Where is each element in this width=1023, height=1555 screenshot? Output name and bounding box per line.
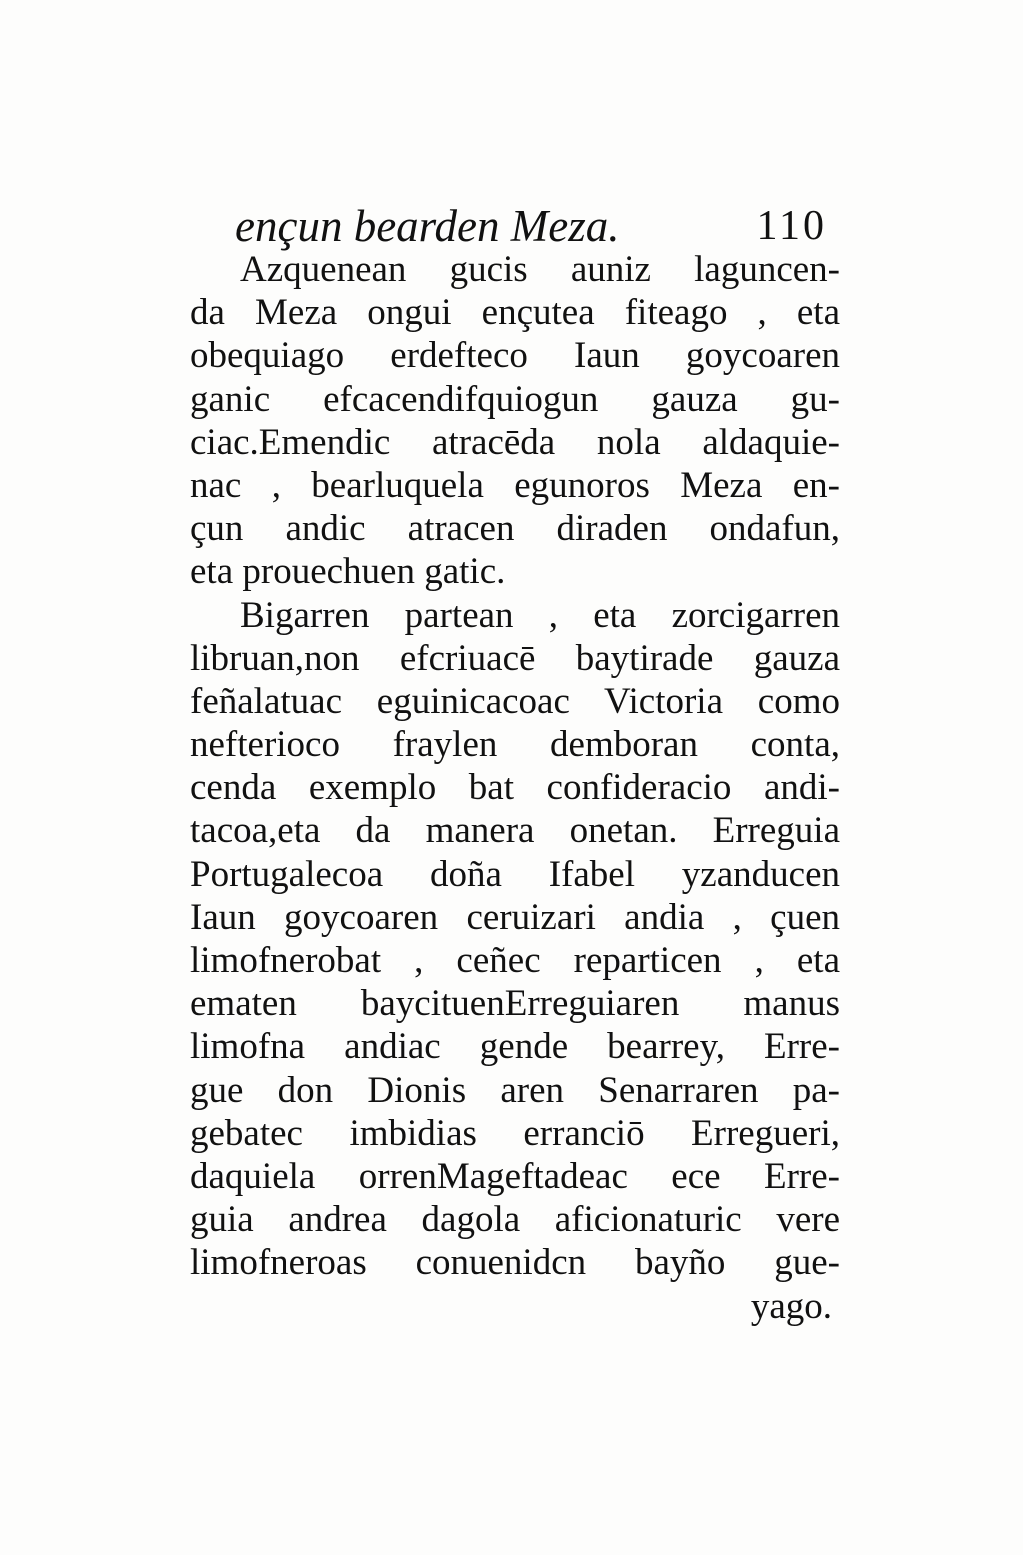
text-line: limofneroas conuenidcn bayño gue- xyxy=(190,1242,840,1284)
text-line: obequiago erdefteco Iaun goycoaren xyxy=(190,335,840,377)
body-text xyxy=(190,248,840,1328)
text-line: gebatec imbidias erranciō Erregueri, xyxy=(190,1112,840,1154)
text-line: çun andic atracen diraden ondafun, xyxy=(190,508,840,550)
text-line: daquiela orrenMageftadeac ece Erre- xyxy=(190,1155,840,1197)
text-line: limofnerobat , ceñec reparticen , eta xyxy=(190,940,840,981)
text-line: Azquenean gucis auniz laguncen- xyxy=(240,249,840,290)
text-line: da Meza ongui ençutea fiteago , eta xyxy=(190,292,840,334)
text-line: Iaun goycoaren ceruizari andia , çuen xyxy=(190,896,840,938)
text-line: guia andrea dagola aficionaturic vere xyxy=(190,1199,840,1241)
running-title: ençun bearden Meza. xyxy=(235,201,620,251)
page-header xyxy=(235,196,835,256)
text-line: eta prouechuen gatic. xyxy=(190,551,506,593)
text-line: limofna andiac gende bearrey, Erre- xyxy=(190,1026,840,1068)
page-number: 110 xyxy=(756,203,827,249)
text-line: nefterioco fraylen demboran conta, xyxy=(190,724,840,766)
text-line: yago. xyxy=(750,1285,832,1327)
text-line: ematen baycituenErreguiaren manus xyxy=(190,983,840,1025)
text-line: Portugalecoa doña Ifabel yzanducen xyxy=(190,853,840,895)
text-line: ciac.Emendic atracēda nola aldaquie- xyxy=(190,421,840,463)
text-line: feñalatuac eguinicacoac Victoria como xyxy=(190,680,840,722)
text-line: libruan,non efcriuacē baytirade gauza xyxy=(190,637,840,679)
text-line: cenda exemplo bat confideracio andi- xyxy=(190,767,840,809)
text-line: Bigarren partean , eta zorcigarren xyxy=(240,594,840,636)
text-line: ganic efcacendifquiogun gauza gu- xyxy=(190,378,840,420)
text-line: nac , bearluquela egunoros Meza en- xyxy=(190,464,840,506)
text-line: gue don Dionis aren Senarraren pa- xyxy=(190,1069,840,1111)
text-line: tacoa,eta da manera onetan. Erreguia xyxy=(190,810,840,852)
